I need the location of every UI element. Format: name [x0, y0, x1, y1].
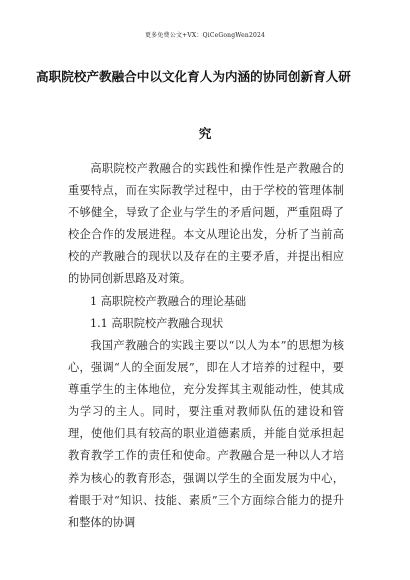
- header-note: 更多免费公文+VX：QiCeGongWen2024: [144, 32, 266, 39]
- section-1-1-body: [68, 335, 344, 534]
- section-1-1-heading: 1.1 高职院校产教融合现状: [90, 317, 224, 330]
- document-title-continuation: 究: [198, 126, 212, 141]
- section-1: [68, 291, 344, 313]
- abstract-paragraph: [68, 158, 344, 291]
- abstract-text: 高职院校产教融合的实践性和操作性是产教融合的重要特点，而在实际教学过程中，由于学校的管理体制不够健全，导致了企业与学生的矛盾问题，严重阻碍了校企合作的发展进程。本文从理论出发，分析了当前高校的产教融合的现状以及存在的主要矛盾，并提出相应的协同创新思路及对策。: [68, 162, 344, 286]
- section-1-heading: 1 高职院校产教融合的理论基础: [90, 295, 247, 308]
- section-1-1: [68, 313, 344, 335]
- document-title: 高职院校产教融合中以文化育人为内涵的协同创新育人研: [36, 69, 351, 84]
- paragraph-1-1: 我国产教融合的实践主要以“以人为本”的思想为核心，强调“人的全面发展”，即在人才培养的过程中，要尊重学生的主体地位，充分发挥其主观能动性，使其成为学习的主人。同时，要注重对教师队伍的建设和管理，使他们具有较高的职业道德素质，并能自觉承担起教育教学工作的责任和使命。产教融合是一种以人才培养为核心的教育形态，强调以学生的全面发展为中心，着眼于对“知识、技能、素质”三个方面综合能力的提升和整体的协调: [68, 339, 344, 529]
